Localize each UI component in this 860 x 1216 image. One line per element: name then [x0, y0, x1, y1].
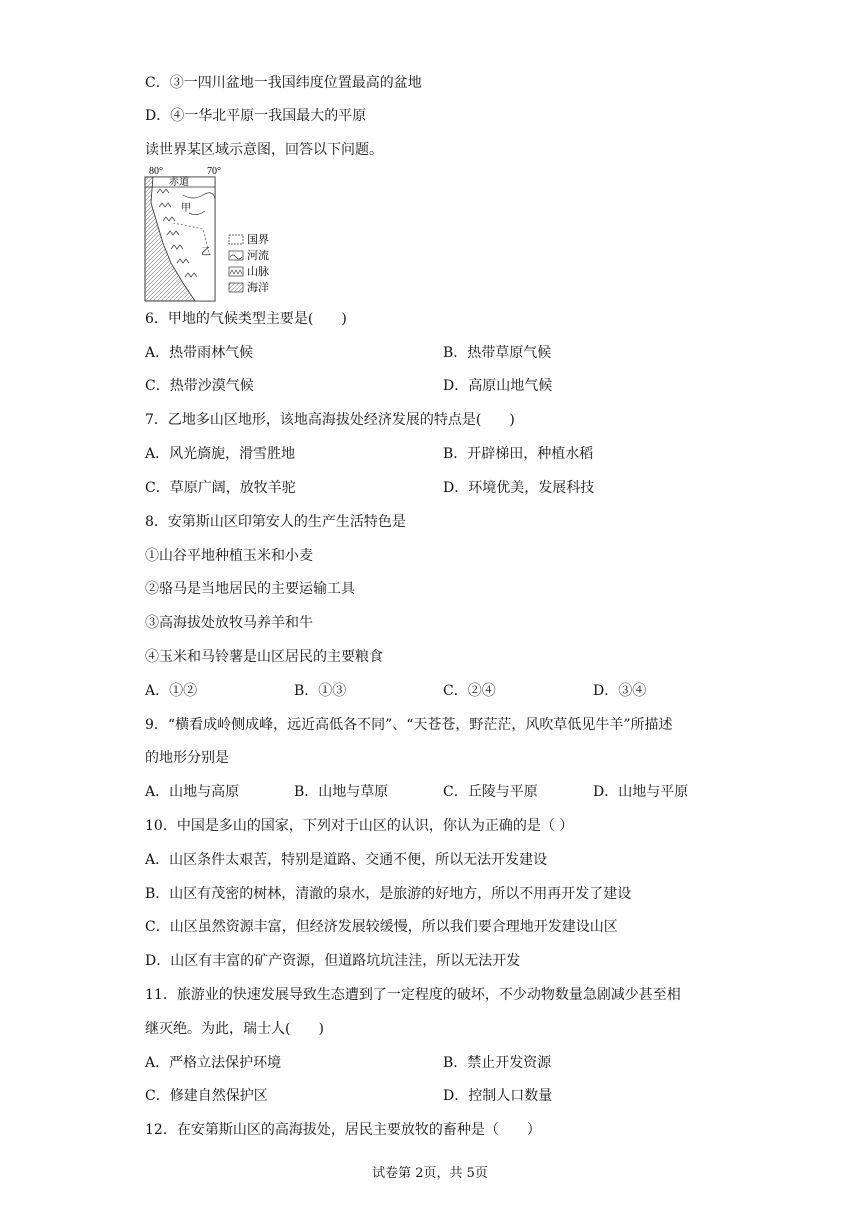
q10-option-a: A．山区条件太艰苦，特别是道路、交通不便，所以无法开发建设	[145, 852, 548, 868]
question-9-line-2: 的地形分别是	[145, 750, 229, 766]
option-line: C．③一四川盆地一我国纬度位置最高的盆地	[145, 75, 422, 91]
question-12: 12．在安第斯山区的高海拔处，居民主要放牧的畜种是（ ）	[145, 1122, 541, 1138]
region-map	[143, 163, 283, 303]
q8-statement-4: ④玉米和马铃薯是山区居民的主要粮食	[145, 649, 383, 665]
q8-statement-3: ③高海拔处放牧马养羊和牛	[145, 615, 313, 631]
question-9-line-1: 9．“横看成岭侧成峰，远近高低各不同”、“天苍苍，野茫茫，风吹草低见牛羊”所描述	[145, 717, 673, 733]
q6-option-a: A．热带雨林气候	[145, 345, 254, 361]
q10-option-c: C．山区虽然资源丰富，但经济发展较缓慢，所以我们要合理地开发建设山区	[145, 919, 618, 935]
question-6: 6．甲地的气候类型主要是( )	[145, 311, 347, 327]
q7-option-a: A．风光旖旎，滑雪胜地	[145, 446, 296, 462]
lon-left-label: 80°	[149, 166, 163, 177]
legend-border: 国界	[247, 234, 269, 246]
q9-option-d: D．山地与平原	[593, 784, 689, 800]
q10-option-b: B．山区有茂密的树林，清澈的泉水，是旅游的好地方，所以不用再开发了建设	[145, 886, 632, 902]
q8-statement-2: ②骆马是当地居民的主要运输工具	[145, 581, 355, 597]
q10-option-d: D．山区有丰富的矿产资源，但道路坑坑洼洼，所以无法开发	[145, 953, 521, 969]
q9-option-c: C．丘陵与平原	[443, 784, 538, 800]
question-8: 8．安第斯山区印第安人的生产生活特色是	[145, 514, 406, 530]
legend-mountain: 山脉	[247, 266, 269, 278]
q8-option-d: D．③④	[593, 683, 647, 699]
label-jia: 甲	[181, 203, 191, 214]
question-11-line-1: 11．旅游业的快速发展导致生态遭到了一定程度的破坏，不少动物数量急剧减少甚至相	[145, 987, 681, 1003]
question-7: 7．乙地多山区地形，该地高海拔处经济发展的特点是( )	[145, 412, 515, 428]
q9-option-a: A．山地与高原	[145, 784, 240, 800]
q11-option-a: A．严格立法保护环境	[145, 1055, 282, 1071]
question-10: 10．中国是多山的国家，下列对于山区的认识，你认为正确的是（ ）	[145, 818, 574, 834]
q6-option-b: B．热带草原气候	[443, 345, 552, 361]
q11-option-c: C．修建自然保护区	[145, 1088, 268, 1104]
instruction-text: 读世界某区域示意图，回答以下问题。	[145, 142, 383, 158]
q8-option-a: A．①②	[145, 683, 198, 699]
equator-label: 赤道	[169, 177, 189, 188]
q7-option-d: D．环境优美，发展科技	[443, 480, 595, 496]
question-11-line-2: 继灭绝。为此，瑞士人( )	[145, 1021, 324, 1037]
page-footer: 试卷第 2页，共 5页	[372, 1166, 488, 1181]
q8-statement-1: ①山谷平地种植玉米和小麦	[145, 548, 313, 564]
q11-option-d: D．控制人口数量	[443, 1088, 553, 1104]
legend-river: 河流	[247, 250, 269, 262]
q6-option-c: C．热带沙漠气候	[145, 378, 254, 394]
q7-option-b: B．开辟梯田，种植水稻	[443, 446, 594, 462]
q8-option-b: B．①③	[294, 683, 347, 699]
q7-option-c: C．草原广阔，放牧羊驼	[145, 480, 296, 496]
q6-option-d: D．高原山地气候	[443, 378, 553, 394]
legend-ocean: 海洋	[247, 282, 269, 294]
lon-right-label: 70°	[207, 166, 221, 177]
q9-option-b: B．山地与草原	[294, 784, 389, 800]
option-line: D．④一华北平原一我国最大的平原	[145, 108, 367, 124]
q8-option-c: C．②④	[443, 683, 496, 699]
q11-option-b: B．禁止开发资源	[443, 1055, 552, 1071]
label-yi: 乙	[201, 247, 211, 258]
map-legend	[229, 233, 269, 294]
